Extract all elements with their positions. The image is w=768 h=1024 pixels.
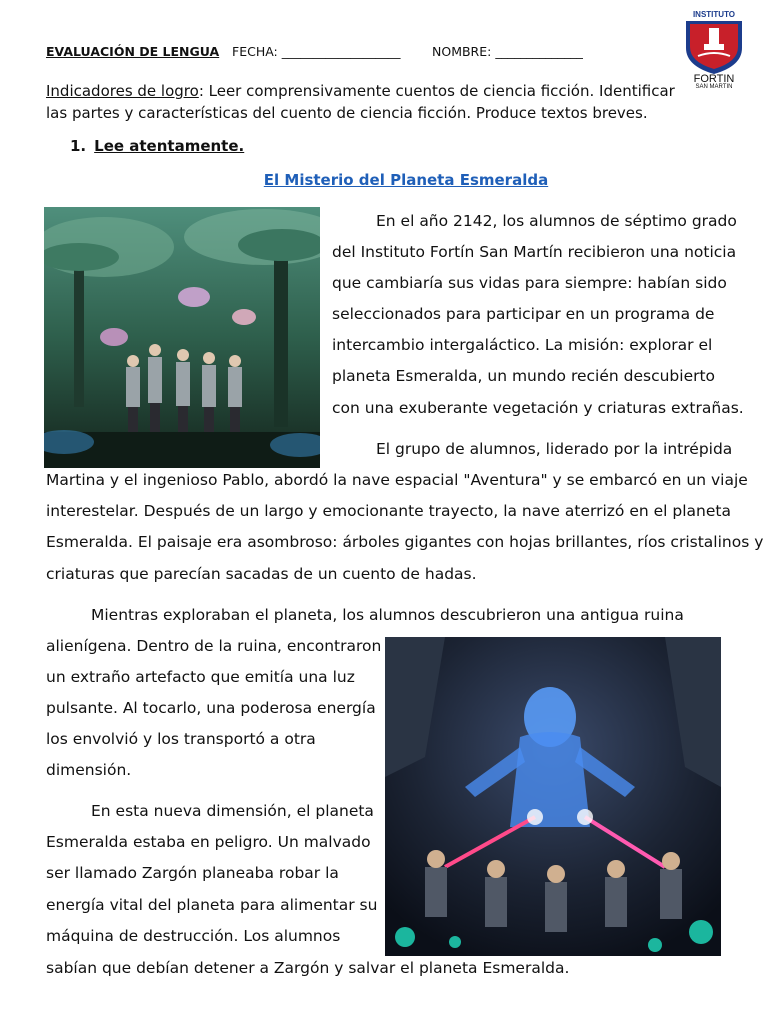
shield-icon (676, 8, 752, 88)
fecha-field: FECHA: ___________________ (232, 44, 401, 59)
story-line: Esmeralda. El paisaje era asombroso: árboles gigantes con hojas brillantes, ríos cristalinos y (46, 533, 764, 551)
story-line: planeta Esmeralda, un mundo recién descubierto (332, 367, 716, 385)
story-title[interactable]: El Misterio del Planeta Esmeralda (263, 171, 549, 189)
logo-name: FORTIN (693, 73, 735, 85)
story-line: un extraño artefacto que emitía una luz (46, 668, 355, 686)
instruction-item (70, 137, 244, 155)
story-line: ser llamado Zargón planeaba robar la (46, 864, 339, 882)
instruction-number: 1. (70, 137, 87, 155)
story-line: sabían que debían detener a Zargón y salvar el planeta Esmeralda. (46, 959, 570, 977)
nombre-field: NOMBRE: ______________ (432, 44, 583, 59)
school-logo (676, 8, 752, 88)
story-line: criaturas que parecían sacadas de un cuento de hadas. (46, 565, 477, 583)
battle-illustration (385, 637, 721, 956)
story-line: que cambiaría sus vidas para siempre: habían sido (332, 274, 727, 292)
story-line: interestelar. Después de un largo y emocionante trayecto, la nave aterrizó en el planeta (46, 502, 731, 520)
story-line: El grupo de alumnos, liderado por la intrépida (376, 440, 733, 458)
story-line: alienígena. Dentro de la ruina, encontraron (46, 637, 382, 655)
story-line: Martina y el ingenioso Pablo, abordó la nave espacial "Aventura" y se embarcó en un viaje (46, 471, 748, 489)
story-line: En el año 2142, los alumnos de séptimo grado (376, 212, 737, 230)
indicadores-label: Indicadores de logro (46, 82, 199, 100)
story-line: dimensión. (46, 761, 132, 779)
story-line: intercambio intergaláctico. La misión: explorar el (332, 336, 713, 354)
indicadores-paragraph (46, 80, 686, 124)
story-line: En esta nueva dimensión, el planeta (91, 802, 374, 820)
forest-illustration (44, 207, 320, 468)
document-title: EVALUACIÓN DE LENGUA (46, 44, 220, 59)
story-line: los envolvió y los transportó a otra (46, 730, 316, 748)
story-line: Mientras exploraban el planeta, los alumnos descubrieron una antigua ruina (91, 606, 684, 624)
story-line: con una exuberante vegetación y criaturas extrañas. (332, 399, 744, 417)
story-line: Esmeralda estaba en peligro. Un malvado (46, 833, 371, 851)
story-line: máquina de destrucción. Los alumnos (46, 927, 341, 945)
logo-sub: SAN MARTIN (695, 84, 733, 88)
story-line: pulsante. Al tocarlo, una poderosa energía (46, 699, 376, 717)
story-line: del Instituto Fortín San Martín recibieron una noticia (332, 243, 737, 261)
story-line: energía vital del planeta para alimentar su (46, 896, 378, 914)
story-line: seleccionados para participar en un programa de (332, 305, 715, 323)
instruction-text: Lee atentamente. (94, 137, 245, 155)
indicadores-text: : Leer comprensivamente cuentos de ciencia ficción. Identificar las partes y características del cuento de ciencia ficción. Produce textos breves. (46, 82, 675, 122)
logo-top-text: INSTITUTO (692, 10, 736, 19)
